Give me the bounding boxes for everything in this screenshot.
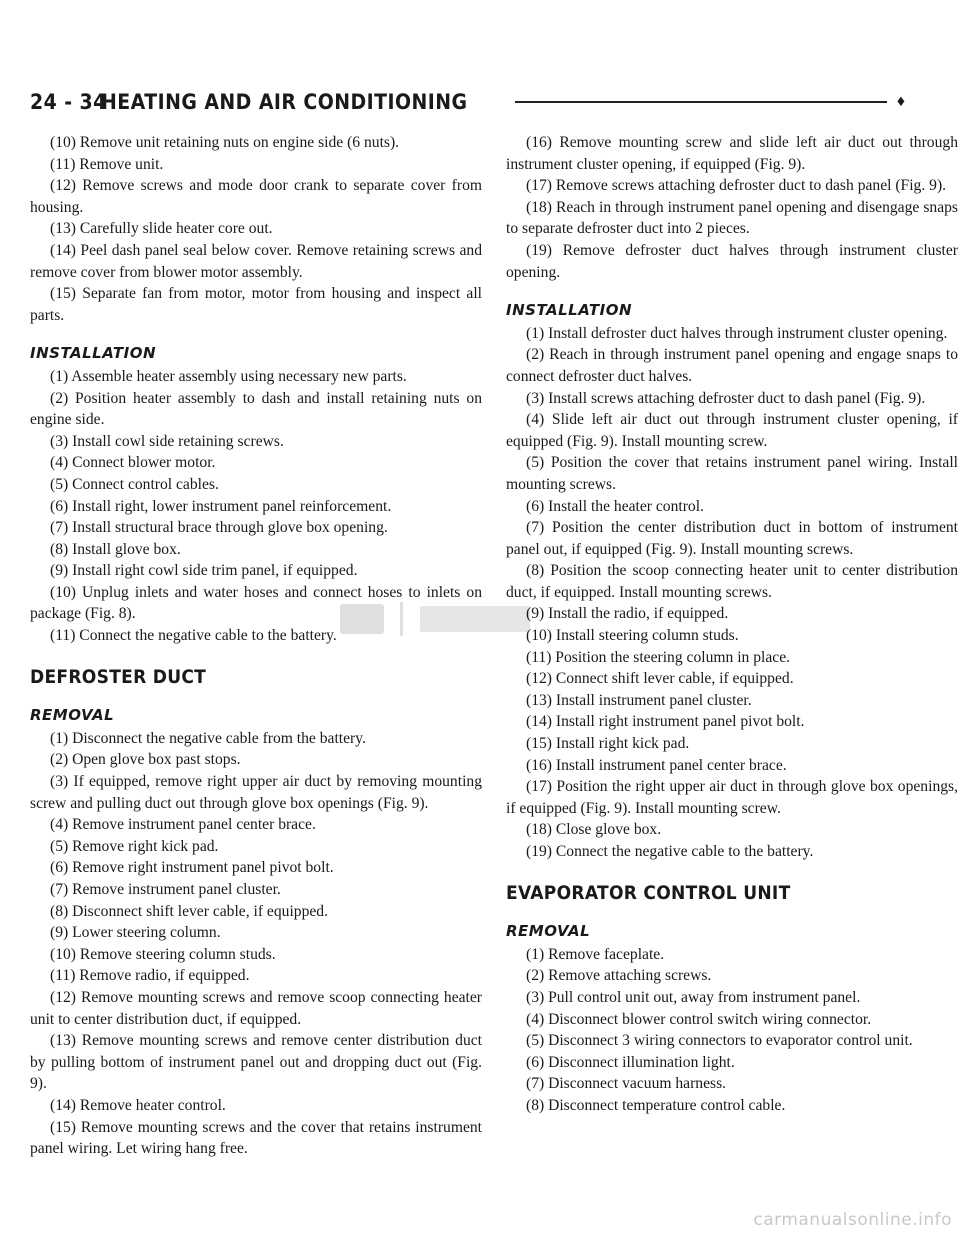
procedure-step: (10) Remove unit retaining nuts on engine side (6 nuts). bbox=[50, 134, 400, 151]
page-number: 24 - 34 bbox=[30, 90, 107, 114]
procedure-step: (1) Assemble heater assembly using necessary new parts. bbox=[50, 367, 407, 385]
procedure-step: (6) Remove right instrument panel pivot bolt. bbox=[50, 859, 334, 877]
procedure-step: (1) Disconnect the negative cable from the battery. bbox=[50, 729, 366, 747]
procedure-step: (4) Disconnect blower control switch wiring connector. bbox=[526, 1010, 872, 1028]
diamond-icon: ♦ bbox=[896, 93, 905, 110]
procedure-step: (15) Remove mounting screws and the cover that retains instrument panel wiring. Let wiring hang free. bbox=[30, 1118, 482, 1158]
procedure-step: (11) Connect the negative cable to the battery. bbox=[50, 627, 337, 645]
procedure-step: (2) Reach in through instrument panel opening and engage snaps to connect defroster duct halves. bbox=[506, 346, 958, 385]
procedure-step: (9) Install right cowl side trim panel, if equipped. bbox=[50, 562, 358, 580]
procedure-step: (2) Remove attaching screws. bbox=[526, 967, 712, 985]
procedure-step: (4) Slide left air duct out through instrument cluster opening, if equipped (Fig. 9). Install mounting screw. bbox=[506, 411, 958, 450]
procedure-step: (6) Install right, lower instrument panel reinforcement. bbox=[50, 497, 392, 515]
procedure-step: (3) If equipped, remove right upper air duct by removing mounting screw and pulling duct out through glove box openings (Fig. 9). bbox=[30, 773, 482, 812]
left-column bbox=[30, 132, 482, 1160]
procedure-step: (3) Install cowl side retaining screws. bbox=[50, 432, 284, 450]
procedure-step: (15) Separate fan from motor, motor from housing and inspect all parts. bbox=[30, 285, 482, 324]
procedure-step: (16) Install instrument panel center brace. bbox=[526, 756, 787, 774]
procedure-step: (15) Install right kick pad. bbox=[526, 735, 690, 753]
procedure-step: (7) Remove instrument panel cluster. bbox=[50, 881, 281, 898]
section-heading: DEFROSTER DUCT bbox=[30, 665, 207, 688]
header-rule bbox=[515, 101, 887, 103]
procedure-step: (4) Connect blower motor. bbox=[50, 454, 216, 472]
subsection-heading: INSTALLATION bbox=[30, 344, 157, 363]
procedure-step: (17) Position the right upper air duct in through glove box openings, if equipped (Fig. 9). Install mounting screw. bbox=[506, 778, 958, 817]
procedure-step: (17) Remove screws attaching defroster duct to dash panel (Fig. 9). bbox=[526, 177, 947, 195]
procedure-step: (11) Remove unit. bbox=[50, 155, 164, 173]
procedure-step: (16) Remove mounting screw and slide left air duct out through instrument cluster opening, if equipped (Fig. 9). bbox=[506, 134, 958, 173]
procedure-step: (7) Install structural brace through glove box opening. bbox=[50, 519, 388, 537]
procedure-step: (11) Remove radio, if equipped. bbox=[50, 967, 250, 985]
procedure-step: (3) Install screws attaching defroster duct to dash panel (Fig. 9). bbox=[526, 389, 926, 407]
procedure-step: (7) Disconnect vacuum harness. bbox=[526, 1075, 727, 1093]
procedure-step: (14) Peel dash panel seal below cover. Remove retaining screws and remove cover from blower motor assembly. bbox=[30, 241, 482, 281]
procedure-step: (10) Remove steering column studs. bbox=[50, 945, 276, 963]
procedure-step: (11) Position the steering column in place. bbox=[526, 648, 791, 666]
procedure-step: (8) Disconnect shift lever cable, if equipped. bbox=[50, 902, 328, 920]
procedure-step: (10) Unplug inlets and water hoses and connect hoses to inlets on package (Fig. 8). bbox=[30, 583, 482, 623]
procedure-step: (6) Disconnect illumination light. bbox=[526, 1053, 735, 1071]
procedure-step: (19) Remove defroster duct halves through instrument cluster opening. bbox=[506, 241, 958, 281]
procedure-step: (8) Disconnect temperature control cable. bbox=[526, 1096, 786, 1114]
procedure-step: (18) Close glove box. bbox=[526, 821, 662, 839]
section-heading: EVAPORATOR CONTROL UNIT bbox=[506, 881, 791, 904]
subsection-heading: REMOVAL bbox=[506, 922, 591, 941]
procedure-step: (8) Install glove box. bbox=[50, 540, 181, 558]
procedure-step: (2) Position heater assembly to dash and install retaining nuts on engine side. bbox=[30, 389, 482, 429]
procedure-step: (14) Install right instrument panel pivot bolt. bbox=[526, 713, 805, 731]
watermark-text[interactable]: carmanualsonline.info bbox=[753, 1210, 952, 1230]
procedure-step: (18) Reach in through instrument panel opening and disengage snaps to separate defroster duct into 2 pieces. bbox=[506, 198, 958, 238]
page-header bbox=[30, 82, 905, 122]
chapter-title: HEATING AND AIR CONDITIONING bbox=[101, 90, 468, 114]
procedure-step: (7) Position the center distribution duct in bottom of instrument panel out, if equipped (Fig. 9). Install mounting screws. bbox=[506, 519, 958, 558]
procedure-step: (13) Remove mounting screws and remove center distribution duct by pulling bottom of instrument panel out and dropping duct out (Fig. 9). bbox=[30, 1032, 482, 1093]
procedure-step: (3) Pull control unit out, away from instrument panel. bbox=[526, 988, 861, 1006]
procedure-step: (1) Remove faceplate. bbox=[526, 945, 665, 963]
procedure-step: (5) Remove right kick pad. bbox=[50, 837, 219, 855]
subsection-heading: INSTALLATION bbox=[506, 301, 633, 320]
procedure-step: (9) Install the radio, if equipped. bbox=[526, 605, 729, 623]
procedure-step: (12) Connect shift lever cable, if equipped. bbox=[526, 670, 794, 688]
procedure-step: (19) Connect the negative cable to the battery. bbox=[526, 843, 814, 860]
procedure-step: (5) Connect control cables. bbox=[50, 475, 219, 493]
right-column bbox=[506, 132, 958, 1117]
procedure-step: (14) Remove heater control. bbox=[50, 1096, 226, 1114]
procedure-step: (5) Disconnect 3 wiring connectors to evaporator control unit. bbox=[526, 1032, 913, 1050]
procedure-step: (2) Open glove box past stops. bbox=[50, 751, 241, 769]
procedure-step: (5) Position the cover that retains instrument panel wiring. Install mounting screws. bbox=[506, 454, 958, 493]
procedure-step: (6) Install the heater control. bbox=[526, 497, 704, 515]
procedure-step: (4) Remove instrument panel center brace. bbox=[50, 816, 316, 834]
procedure-step: (8) Position the scoop connecting heater unit to center distribution duct, if equipped. Install mounting screws. bbox=[506, 562, 958, 601]
procedure-step: (10) Install steering column studs. bbox=[526, 627, 739, 645]
procedure-step: (9) Lower steering column. bbox=[50, 924, 221, 942]
procedure-step: (1) Install defroster duct halves through instrument cluster opening. bbox=[526, 324, 948, 342]
procedure-step: (12) Remove mounting screws and remove scoop connecting heater unit to center distribution duct, if equipped. bbox=[30, 988, 482, 1028]
procedure-step: (13) Carefully slide heater core out. bbox=[50, 220, 273, 238]
procedure-step: (12) Remove screws and mode door crank to separate cover from housing. bbox=[30, 177, 482, 216]
subsection-heading: REMOVAL bbox=[30, 706, 115, 725]
procedure-step: (13) Install instrument panel cluster. bbox=[526, 691, 752, 709]
